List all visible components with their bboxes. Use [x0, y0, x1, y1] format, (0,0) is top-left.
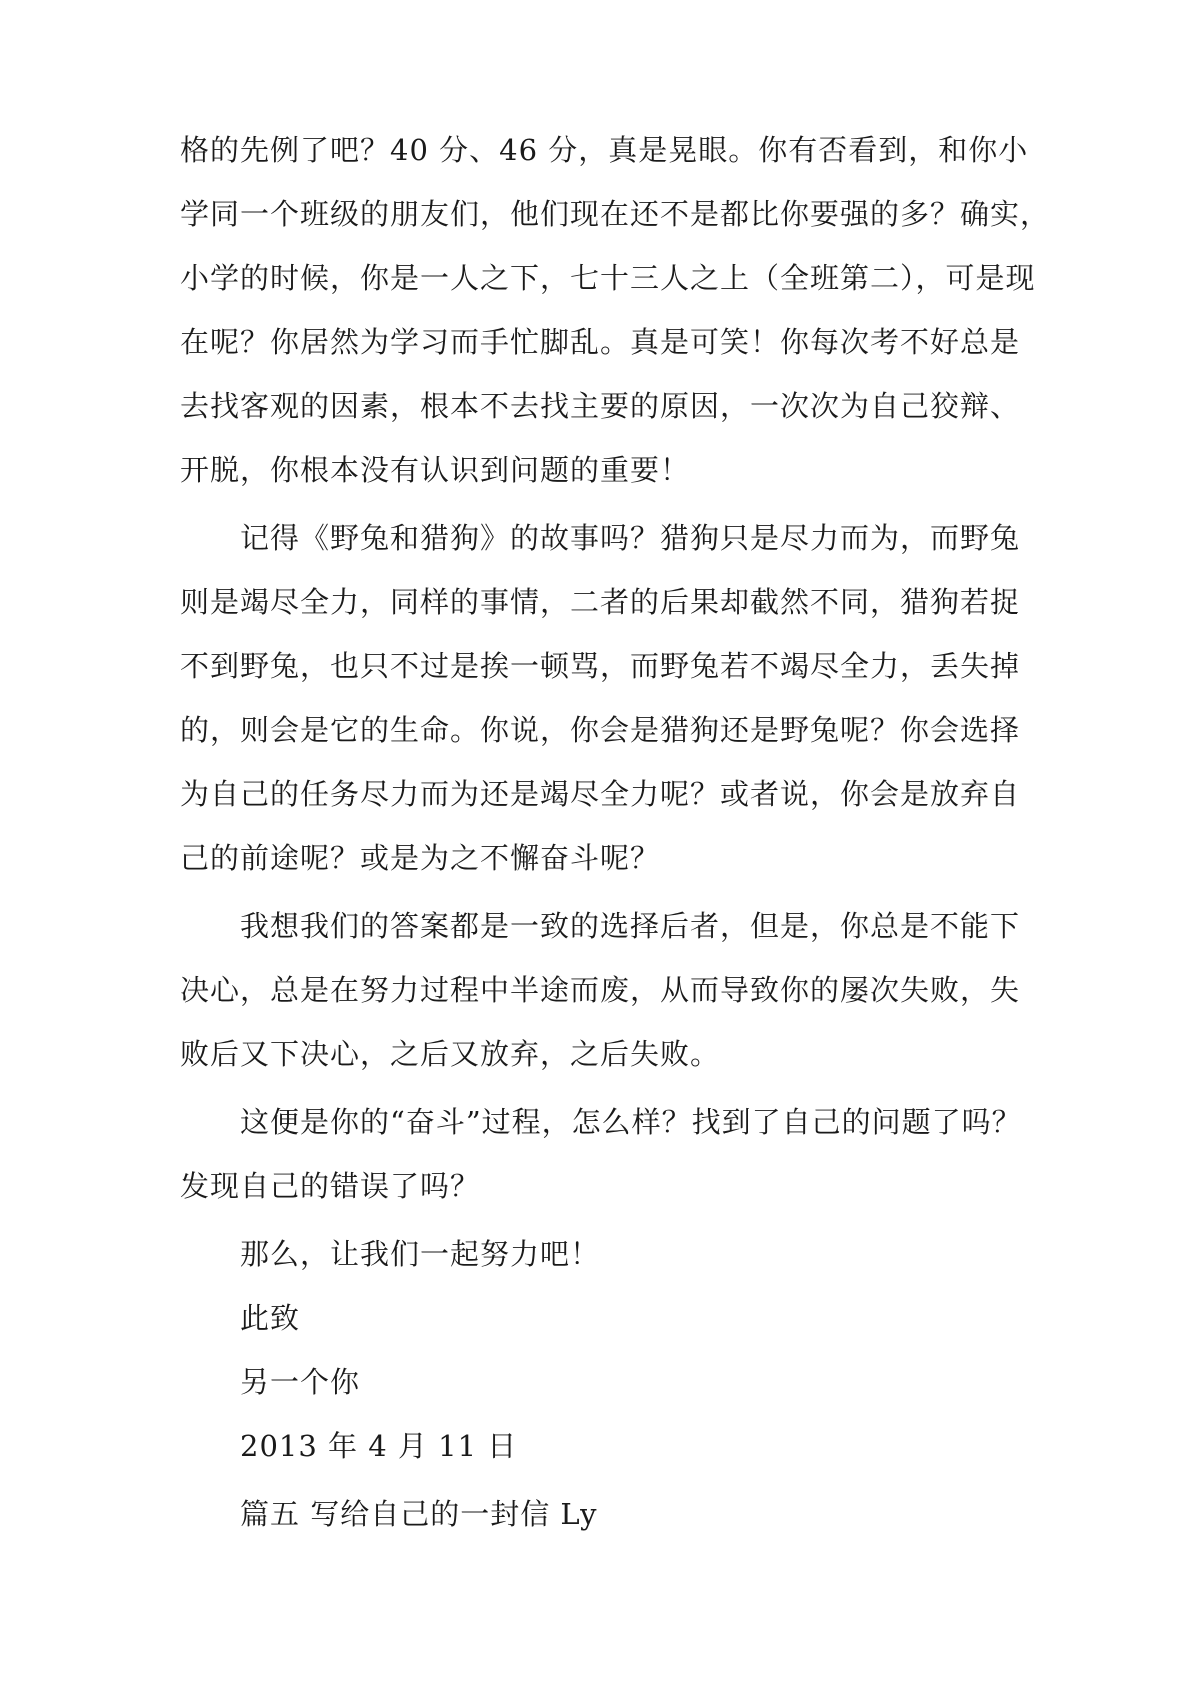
paragraph-3-line-2: 决心，总是在努力过程中半途而废，从而导致你的屡次失败，失: [180, 973, 1021, 1007]
document-body: [180, 118, 1051, 1546]
closing-line: 那么，让我们一起努力吧！: [240, 1237, 601, 1271]
paragraph-3: [180, 894, 1040, 1086]
paragraph-2-line-1: 记得《野兔和猎狗》的故事吗？猎狗只是尽力而为，而野兔: [240, 521, 1021, 555]
paragraph-4: [180, 1090, 1040, 1218]
paragraph-4-line-2: 发现自己的错误了吗？: [180, 1169, 481, 1203]
paragraph-3-line-3: 败后又下决心，之后又放弃，之后失败。: [180, 1037, 721, 1071]
next-section-title: 篇五 写给自己的一封信 Ly: [240, 1497, 598, 1531]
paragraph-2: [180, 506, 1040, 890]
signature: 另一个你: [240, 1365, 361, 1399]
paragraph-1-line-2: 学同一个班级的朋友们，他们现在还不是都比你要强的多？确实，: [180, 197, 1051, 231]
paragraph-1-line-5: 去找客观的因素，根本不去找主要的原因，一次次为自己狡辩、: [180, 389, 1021, 423]
paragraph-3-line-1: 我想我们的答案都是一致的选择后者，但是，你总是不能下: [240, 909, 1021, 943]
paragraph-2-line-2: 则是竭尽全力，同样的事情，二者的后果却截然不同，猎狗若捉: [180, 585, 1021, 619]
paragraph-1: [180, 118, 1051, 502]
paragraph-2-line-6: 己的前途呢？或是为之不懈奋斗呢？: [180, 841, 661, 875]
paragraph-2-line-4: 的，则会是它的生命。你说，你会是猎狗还是野兔呢？你会选择: [180, 713, 1021, 747]
salutation: 此致: [240, 1301, 301, 1335]
paragraph-1-line-3: 小学的时候，你是一人之下，七十三人之上（全班第二），可是现: [180, 261, 1036, 295]
paragraph-1-line-6: 开脱，你根本没有认识到问题的重要！: [180, 453, 691, 487]
paragraph-2-line-3: 不到野兔，也只不过是挨一顿骂，而野兔若不竭尽全力，丢失掉: [180, 649, 1021, 683]
paragraph-1-line-1: 格的先例了吧？40 分、46 分，真是晃眼。你有否看到，和你小: [180, 133, 1029, 167]
letter-date: 2013 年 4 月 11 日: [240, 1429, 518, 1463]
paragraph-4-line-1: 这便是你的“奋斗”过程，怎么样？找到了自己的问题了吗？: [240, 1105, 1022, 1139]
paragraph-1-line-4: 在呢？你居然为学习而手忙脚乱。真是可笑！你每次考不好总是: [180, 325, 1021, 359]
paragraph-2-line-5: 为自己的任务尽力而为还是竭尽全力呢？或者说，你会是放弃自: [180, 777, 1021, 811]
